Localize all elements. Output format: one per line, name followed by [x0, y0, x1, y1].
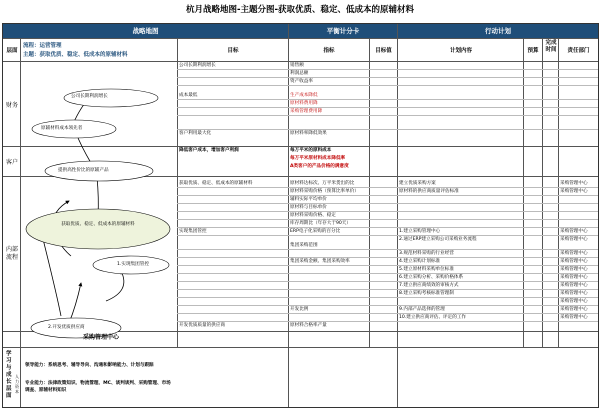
map-node-core-theme: 获取优质、稳定、低成本的原辅材料	[61, 222, 135, 227]
dept-header: 责任部门	[567, 48, 590, 54]
budget-header: 预算	[527, 48, 539, 54]
dept-cell: 采购管理中心	[560, 315, 588, 320]
layer-customer: 客户	[6, 159, 19, 166]
customer-goal: 降低客户成本，增加客户利润	[179, 148, 239, 153]
dept-cell: 采购管理中心	[560, 267, 588, 272]
plan-item: 1.建立采购管理中心	[399, 229, 441, 234]
learning-leadership: 领导能力：系统思考、辅导导向、沟通和影响能力、计划与跟踪	[25, 363, 154, 368]
finance-indicator: 销售额	[290, 63, 304, 68]
plan-item: 原材料的供应商质量评估标准	[399, 189, 459, 194]
map-node-value-products: 提供高性价比的原辅产品	[58, 168, 109, 173]
internal-indicator: ERP电子化采购的百分比	[290, 229, 341, 234]
plan-item: 2.通过ERP建立采购公司采购业务流程	[399, 237, 477, 242]
internal-indicator: 原材料采购价格、稳定	[290, 213, 336, 218]
map-node-group-control: 1.实现集团管控	[117, 262, 149, 267]
finance-goal: 公司长期利润增长	[179, 63, 216, 68]
internal-indicator: 库存周期比（年存大于90天）	[290, 221, 351, 226]
internal-indicator: 原材料采购价格（预算比率单价）	[290, 189, 359, 194]
dept-cell: 采购管理中心	[560, 259, 588, 264]
finance-indicator: 利润总额	[290, 71, 309, 76]
plan-item: 5.建立原材料采购单位标准	[399, 267, 454, 272]
strategy-map-diagram	[21, 61, 174, 344]
strategy-table	[2, 23, 599, 408]
plan-item: 4.建立采购计划标准	[399, 259, 441, 264]
finance-indicator: 原材料费用降	[290, 101, 318, 106]
dept-cell: 采购管理中心	[560, 181, 588, 186]
plan-item: 6.建立采购分析、采购价格体系	[399, 275, 464, 280]
dept-cell: 采购管理中心	[560, 251, 588, 256]
plan-item: 7.建立供应商绩效的审核方式	[399, 283, 459, 288]
plan-item: 8.建立采购考核标准管理制	[399, 291, 454, 296]
finance-indicator: 原材料率降低效果	[290, 131, 327, 136]
dept-cell: 采购管理中心	[560, 307, 588, 312]
process-label: 流程：运营管理	[23, 43, 62, 49]
dept-cell: 采购管理中心	[560, 283, 588, 288]
theme-label: 主题：获取优质、稳定、低成本的原辅材料	[23, 52, 128, 58]
internal-indicator: 原材料合格率产量	[290, 323, 327, 328]
internal-indicator: 集团采购金额、集团采购效率	[290, 259, 350, 264]
map-node-profit-growth: 公司长期利润增长	[71, 94, 108, 99]
plan-item: 3.规范材料采购的行业经营	[399, 251, 454, 256]
header-action-plan: 行动计划	[398, 24, 598, 38]
dept-cell: 采购管理中心	[560, 189, 588, 194]
learning-professional: 专业能力：法律政策知识、物流管理、MC、谈判谈判、采购管理、市场调查、原辅材料知识	[25, 381, 171, 393]
header-bsc: 平衡计分卡	[289, 24, 397, 38]
internal-goal: 实现集团管控	[179, 229, 207, 234]
finance-indicator: 生产成本降低	[290, 93, 318, 98]
plan-item: 10.建立供应商评估、评定的工作	[399, 315, 467, 320]
plan-item: 建立优质采购方案	[399, 181, 436, 186]
layer-learning: 学习与成长层面	[6, 351, 12, 399]
map-node-develop-suppliers: 2.开发优质供应商	[48, 325, 85, 330]
finance-indicator: 资产收益率	[290, 79, 313, 84]
internal-goal: 开发优质质量的供应商	[179, 323, 225, 328]
dept-cell: 采购管理中心	[560, 229, 588, 234]
plan-content-header: 计划内容	[449, 48, 472, 54]
finance-goal: 客户利用最大化	[179, 131, 212, 136]
finance-goal: 成本最低	[179, 93, 198, 98]
internal-goal: 获取优质、稳定、低成本的原辅材料	[179, 181, 253, 186]
indicator-header: 指标	[323, 48, 335, 54]
customer-indicator: 每万平米原材料成本降低率	[290, 156, 346, 161]
map-node-cost-leader: 原辅材料成本领先者	[41, 126, 83, 131]
internal-indicator: 原材料达标次、万平米货出的比	[290, 181, 355, 186]
dept-cell: 采购管理中心	[560, 299, 588, 304]
finance-indicator: 采购管理费用降	[290, 109, 323, 114]
done-time-header: 完成时间	[545, 40, 557, 53]
learning-center: 采购管理中心	[83, 334, 120, 341]
plan-item: 9.内部产品选择的管理	[399, 307, 445, 312]
target-header: 目标值	[375, 48, 392, 54]
customer-indicator: 每万平米的原料成本	[290, 148, 332, 153]
layer-internal: 内部流程	[6, 246, 19, 261]
page-title: 杭月战略地图-主题分图-获取优质、稳定、低成本的原辅材料	[185, 5, 415, 15]
dept-cell: 采购管理中心	[560, 275, 588, 280]
internal-indicator: 原材料与目标单价	[290, 205, 327, 210]
layer-finance: 财务	[6, 102, 19, 109]
goal-header: 目标	[227, 48, 239, 54]
internal-indicator: 集团采购范围	[290, 243, 318, 248]
customer-indicator: A类客户的产品价格的满意度	[290, 164, 349, 169]
level-header: 层面	[6, 48, 18, 54]
internal-indicator: 开发比例	[290, 307, 309, 312]
layer-learning-sub: 人力资本	[15, 374, 19, 394]
dept-cell: 采购管理中心	[560, 237, 588, 242]
dept-cell: 采购管理中心	[560, 291, 588, 296]
header-strategy-map: 战略地图	[3, 24, 288, 38]
internal-indicator: 辅料实际平均单价	[290, 197, 327, 202]
